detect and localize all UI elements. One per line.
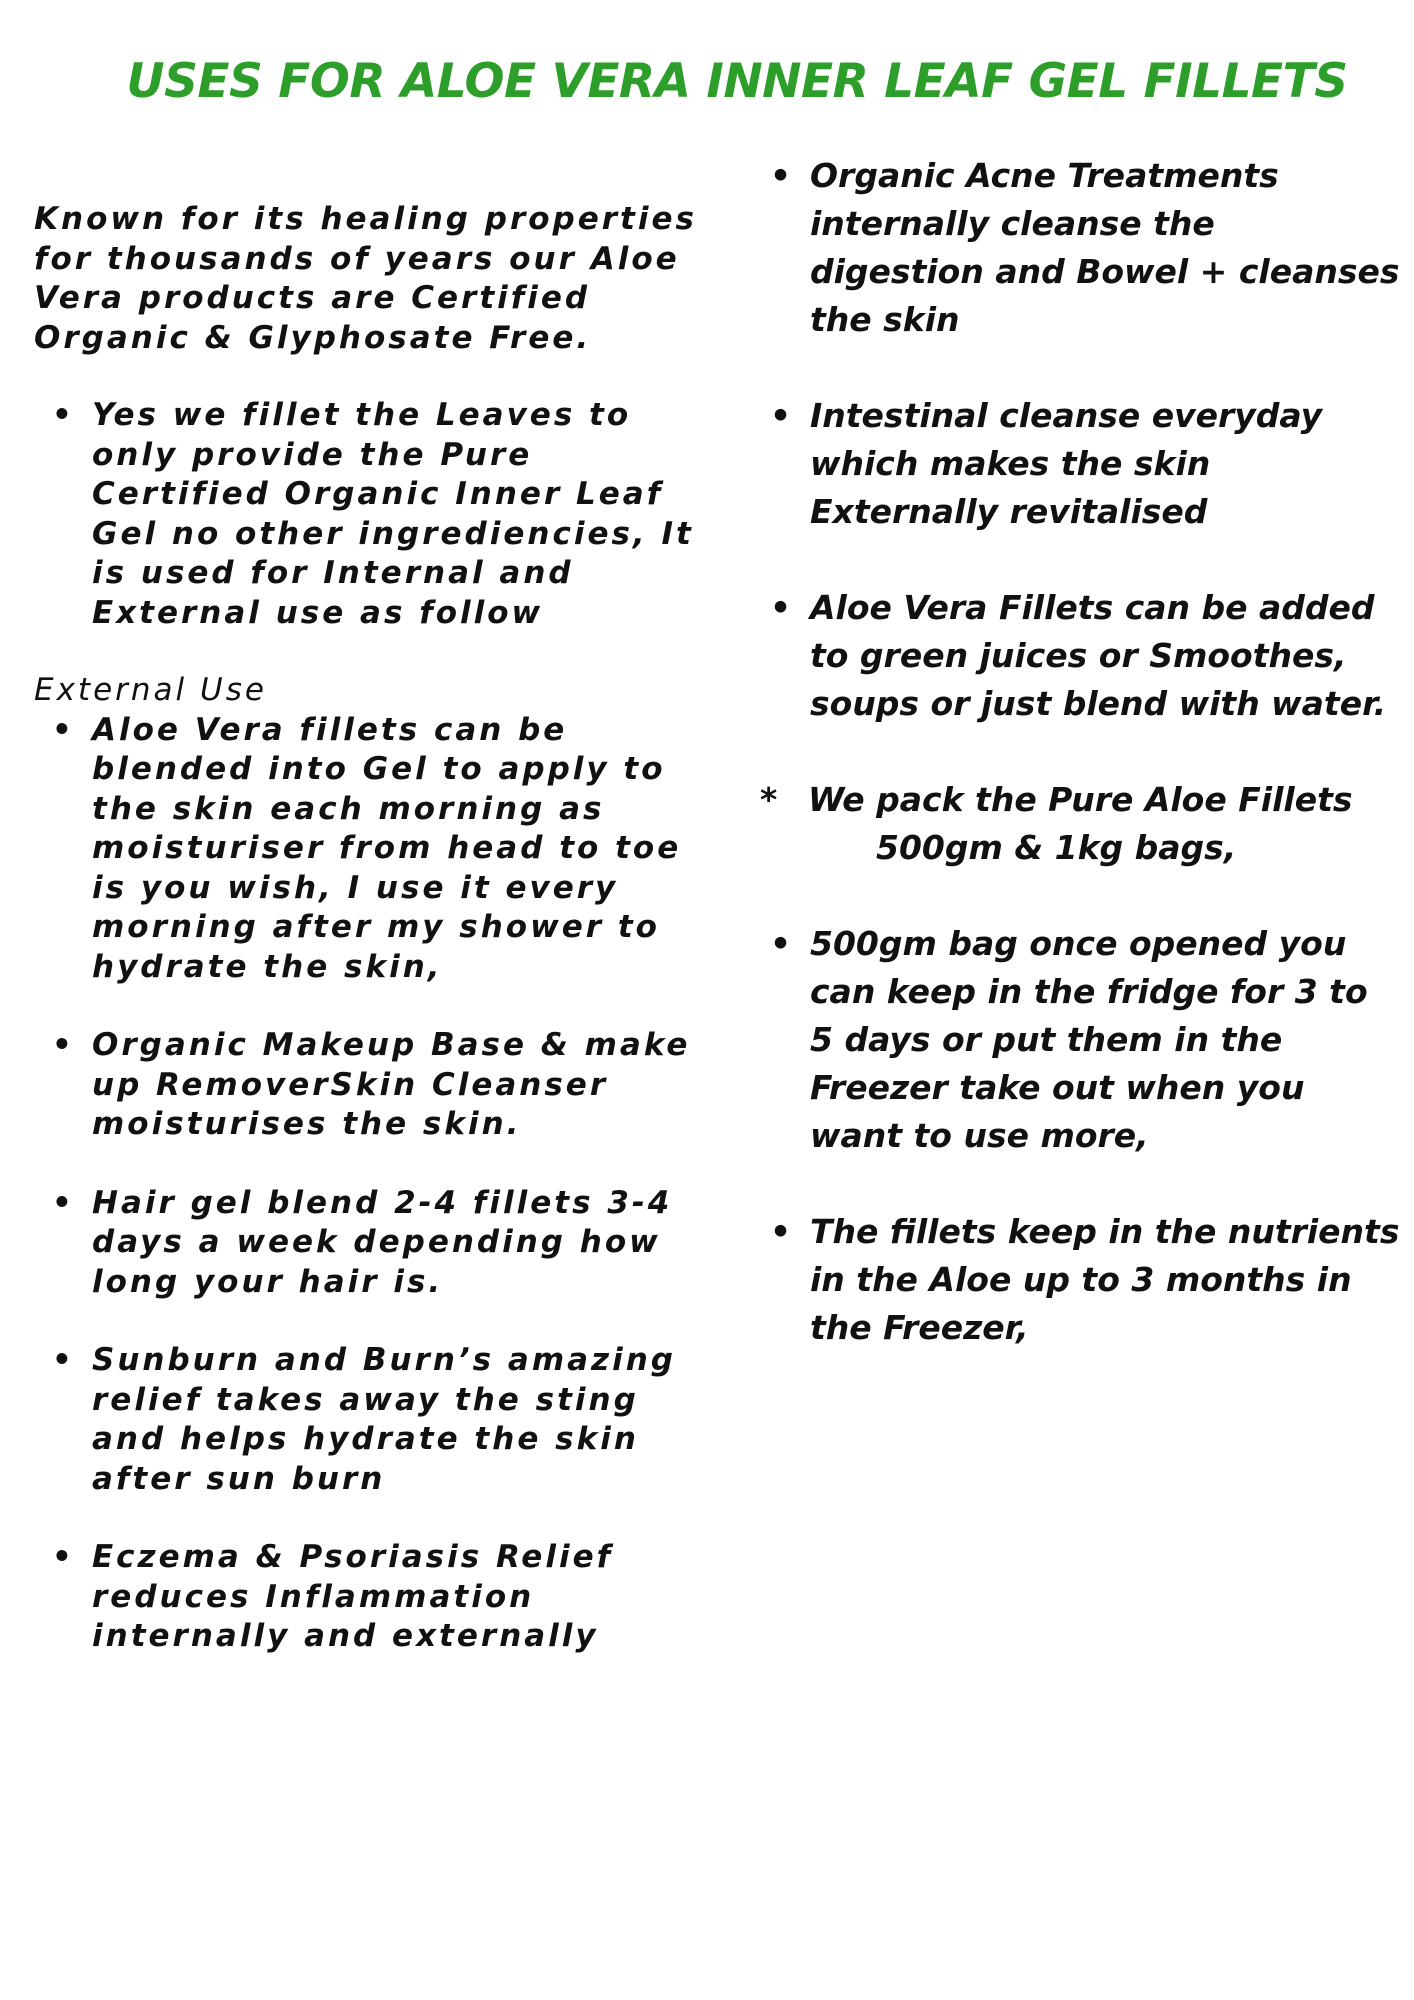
left-column [34, 200, 714, 1696]
list-item-text: Hair gel blend 2-4 fillets 3-4 days a week depending how long your hair is. [92, 1184, 673, 1300]
bullet-icon: • [52, 1539, 72, 1575]
external-use-list [34, 711, 714, 1657]
bullet-icon: • [770, 396, 792, 435]
right-bullet-list-bottom [760, 920, 1400, 1352]
list-item-text: 500gm bag once opened you can keep in the fridge for 3 to 5 days or put them in the Freezer take out when you want to use more, [810, 924, 1368, 1155]
bullet-icon: • [52, 397, 72, 433]
list-item [34, 1538, 714, 1657]
list-item [34, 1341, 714, 1499]
list-item-text: Organic Acne Treatments internally cleanse the digestion and Bowel + cleanses the skin [810, 156, 1400, 339]
list-item [760, 1208, 1400, 1352]
bullet-icon: • [52, 711, 72, 748]
bullet-icon: • [770, 156, 792, 195]
intro-bullet-list [34, 396, 714, 633]
list-item [34, 1026, 714, 1145]
page-title: USES FOR ALOE VERA INNER LEAF GEL FILLETS [126, 54, 1348, 109]
list-item-text: Sunburn and Burn’s amazing relief takes away the sting and helps hydrate the skin after sun burn [92, 1342, 676, 1497]
list-item [34, 1184, 714, 1303]
packing-note-line1: We pack the Pure Aloe Fillets [808, 780, 1353, 819]
list-item-text: Organic Makeup Base & make up RemoverSkin Cleanser moisturises the skin. [92, 1027, 691, 1142]
list-item [760, 392, 1400, 536]
list-item-text: Yes we fillet the Leaves to only provide the Pure Certified Organic Inner Leaf Gel no other ingrediencies, It is used for Internal and External use as follow [92, 397, 694, 631]
bullet-icon: • [770, 588, 792, 627]
right-bullet-list-top [760, 152, 1400, 728]
bullet-icon: • [52, 1027, 72, 1063]
bullet-icon: • [52, 1342, 72, 1378]
list-item [760, 152, 1400, 344]
list-item [34, 396, 714, 633]
packing-note [760, 776, 1400, 872]
list-item [34, 711, 714, 988]
external-use-heading: External Use [34, 672, 267, 708]
list-item-text: Aloe Vera fillets can be blended into Gel to apply to the skin each morning as moisturiser from head to toe is you wish, I use it every morning after my shower to hydrate the skin, [92, 711, 682, 985]
asterisk-icon: * [760, 780, 778, 819]
list-item-text: The fillets keep in the nutrients in the Aloe up to 3 months in the Freezer, [810, 1212, 1400, 1347]
list-item [760, 920, 1400, 1160]
packing-note-line2: 500gm & 1kg bags, [876, 828, 1237, 867]
list-item-text: Aloe Vera Fillets can be added to green juices or Smoothes, soups or just blend with water. [810, 588, 1387, 723]
bullet-icon: • [770, 1212, 792, 1251]
bullet-icon: • [770, 924, 792, 963]
list-item [760, 584, 1400, 728]
intro-paragraph: Known for its healing properties for thousands of years our Aloe Vera products are Certified Organic & Glyphosate Free. [34, 201, 697, 356]
bullet-icon: • [52, 1184, 72, 1221]
right-column [760, 152, 1400, 1400]
list-item-text: Intestinal cleanse everyday which makes the skin Externally revitalised [810, 396, 1323, 531]
list-item-text: Eczema & Psoriasis Relief reduces Inflammation internally and externally [92, 1539, 614, 1654]
